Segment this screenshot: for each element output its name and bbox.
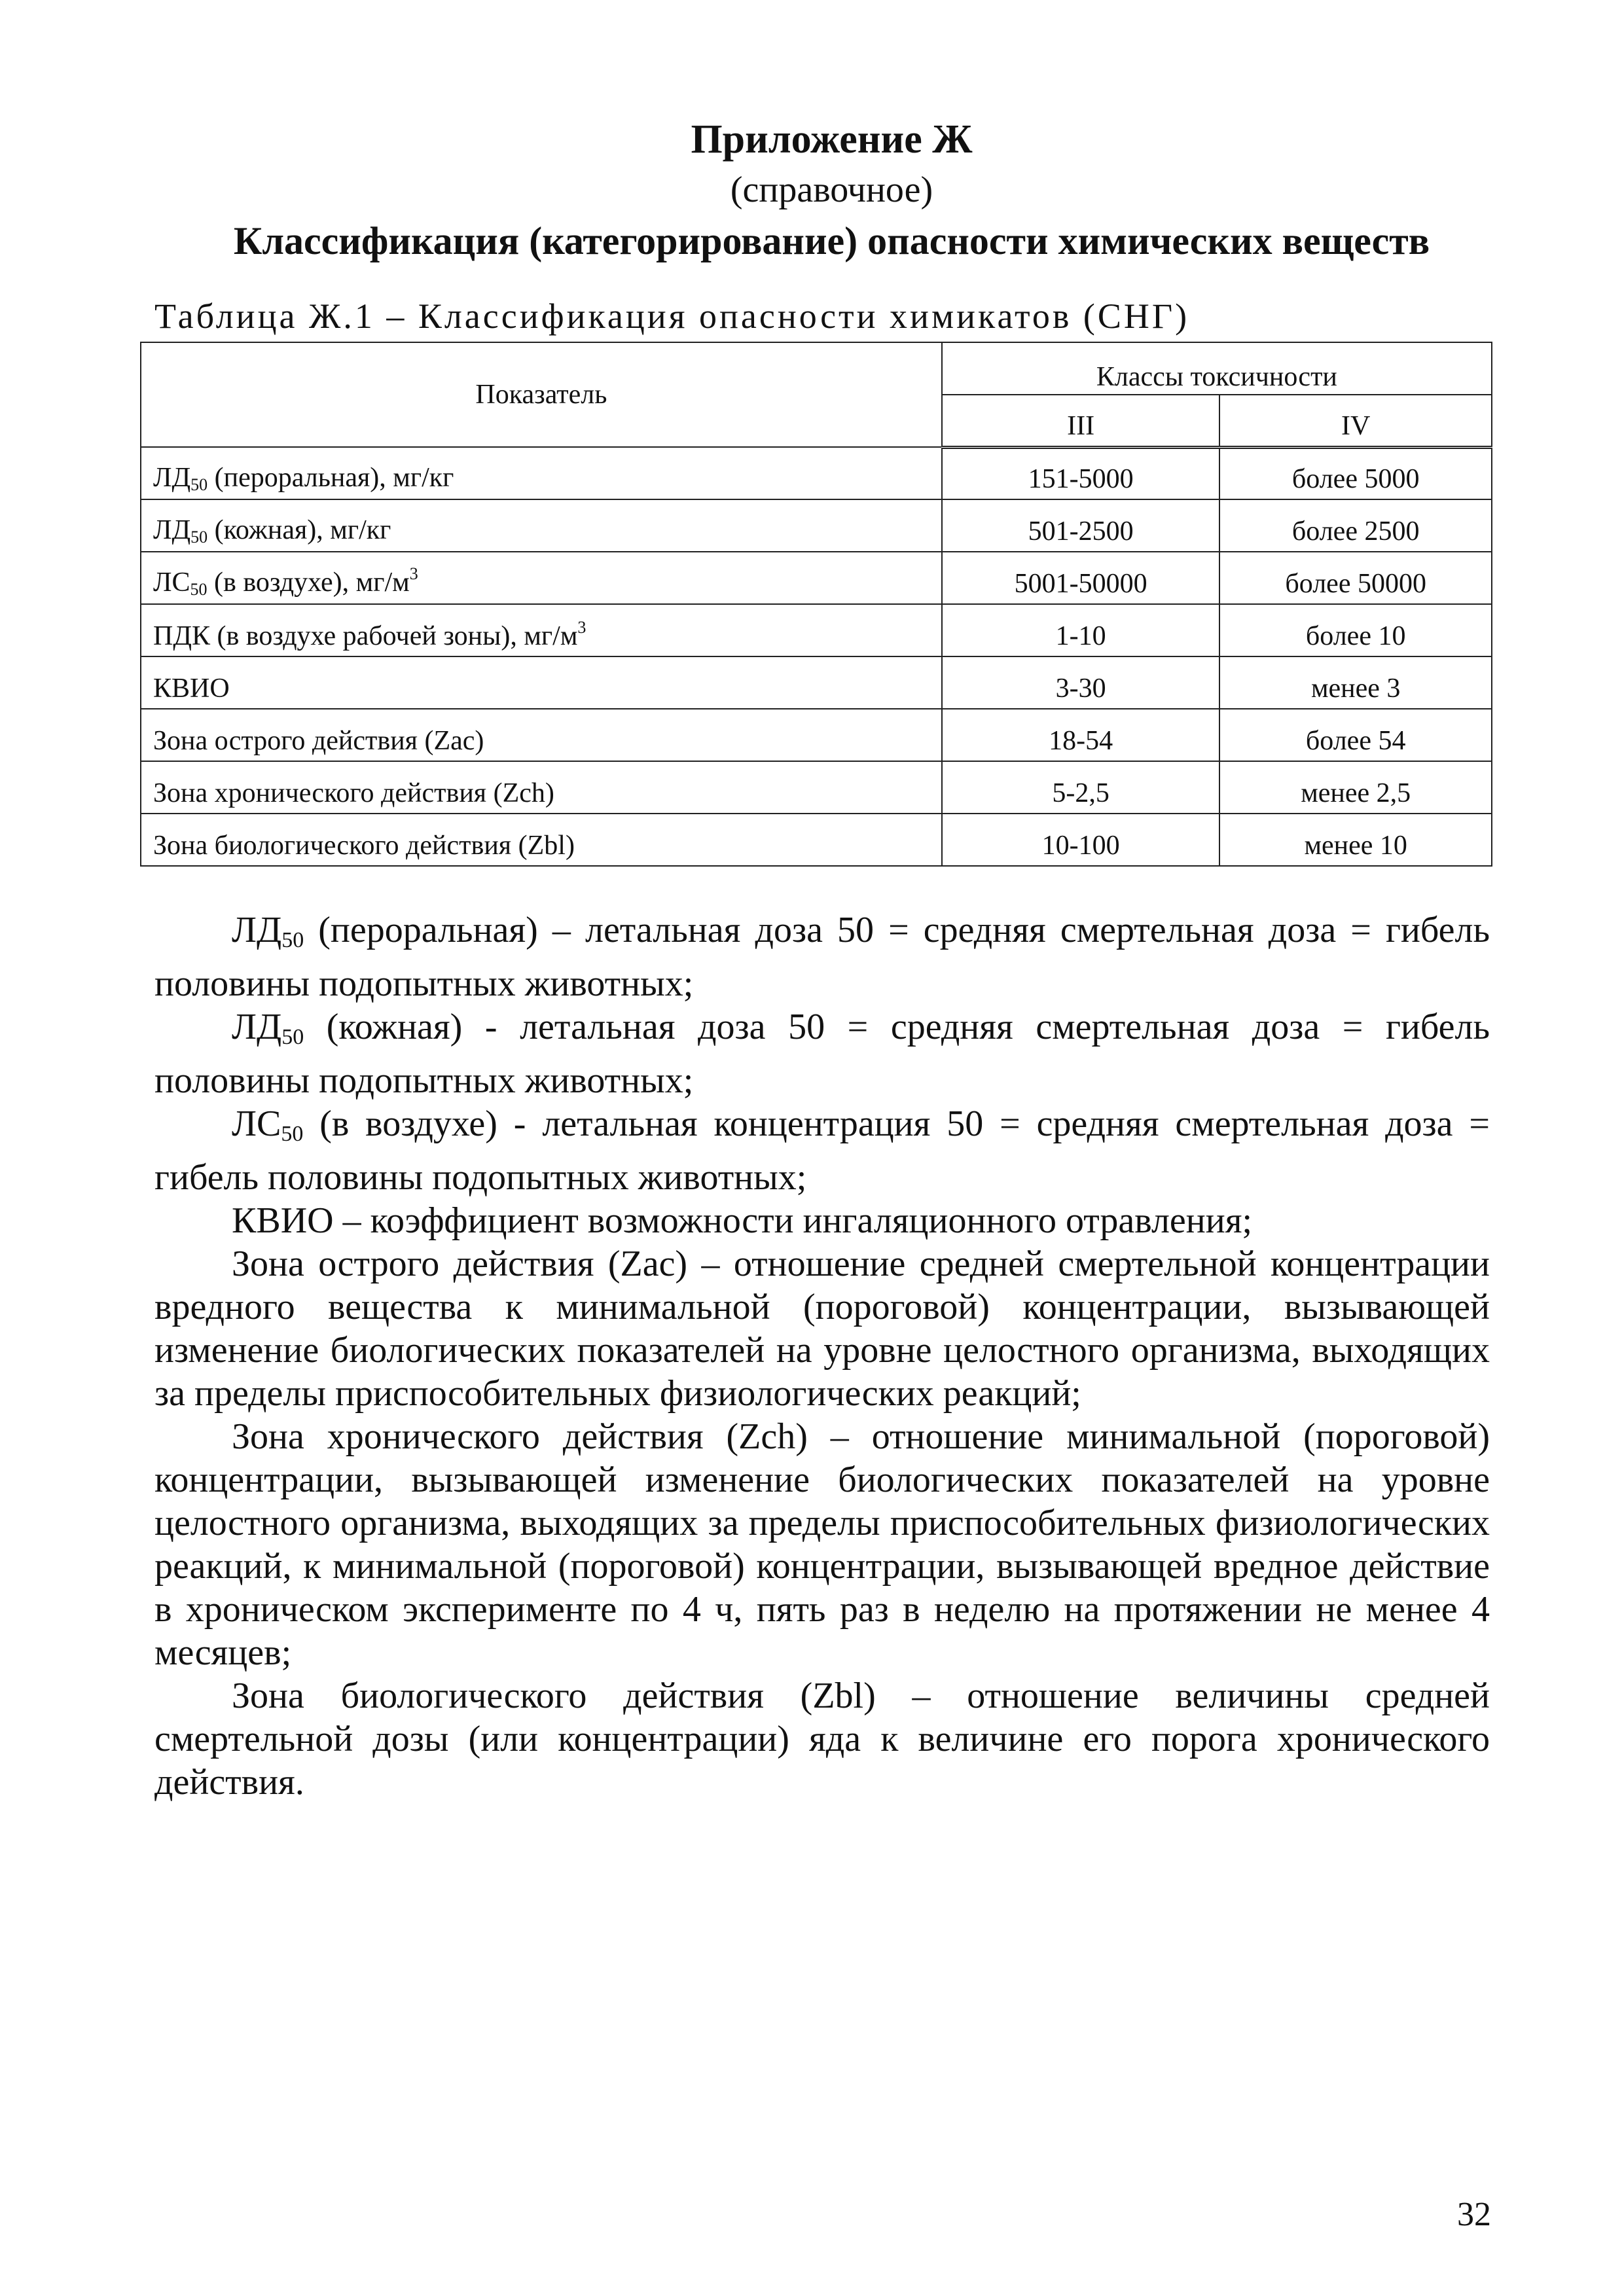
definition-text: (кожная) - летальная доза 50 = средняя смертельная доза = гибель половины подопытных животных; [154,1007,1490,1101]
indicator-text-tail: (в воздухе), мг/м [207,567,410,598]
indicator-cell [141,656,942,709]
indicator-cell [141,604,942,656]
appendix-heading: Классификация (категорирование) опасности химических веществ [233,219,1430,262]
indicator-cell [141,761,942,814]
definition-text: (в воздухе) - летальная концентрация 50 = средняя смертельная доза = гибель половины подопытных животных; [154,1103,1490,1198]
definition-paragraph [154,1199,1490,1242]
table-row [141,761,1492,814]
definition-term: Зона хронического действия (Zch) – отношение минимальной (пороговой) концентрации, вызывающей изменение биологических показателей на уровне целостного организма, выходящих за пределы приспособительных физиологических реакций, к минимальной (пороговой) концентрации, вызывающей вредное действие в хроническом эксперименте по 4 ч, пять раз в неделю на протяжении не менее 4 месяцев; [154,1416,1490,1673]
class-4-value: более 54 [1219,709,1492,761]
class-4-value: менее 3 [1219,656,1492,709]
indicator-superscript: 3 [409,564,418,583]
table-row [141,814,1492,866]
indicator-text-tail: (кожная), мг/кг [208,515,391,545]
definition-term: ЛС [232,1103,281,1144]
class-4-value: менее 10 [1219,814,1492,866]
header-class-3: III [942,395,1220,447]
table-row [141,552,1492,604]
definition-subscript: 50 [281,1122,304,1146]
appendix-title: Приложение Ж [691,117,973,162]
definition-term: ЛД [232,1007,282,1047]
definition-term: Зона острого действия (Zac) – отношение средней смертельной концентрации вредного вещества к минимальной (пороговой) концентрации, вызывающей изменение биологических показателей на уровне целостного организма, выходящих за пределы приспособительных физиологических реакций; [154,1244,1490,1414]
header-class-4: IV [1219,395,1492,447]
definition-term: Зона биологического действия (Zbl) – отношение величины средней смертельной дозы (или концентрации) яда к величине его порога хронического действия. [154,1676,1490,1803]
table-row [141,604,1492,656]
indicator-subscript: 50 [190,475,208,494]
indicator-text: Зона острого действия (Zac) [153,726,484,756]
class-3-value: 1-10 [942,604,1220,656]
definition-subscript: 50 [281,1025,304,1049]
class-4-value: более 50000 [1219,552,1492,604]
class-3-value: 5001-50000 [942,552,1220,604]
table-body [141,447,1492,866]
class-3-value: 10-100 [942,814,1220,866]
definitions-text [154,908,1490,1804]
indicator-cell [141,499,942,552]
class-3-value: 18-54 [942,709,1220,761]
table-row [141,499,1492,552]
indicator-cell [141,552,942,604]
indicator-superscript: 3 [577,618,586,637]
indicator-text: КВИО [153,673,230,704]
class-4-value: менее 2,5 [1219,761,1492,814]
class-4-value: более 2500 [1219,499,1492,552]
indicator-text-tail: (пероральная), мг/кг [208,463,454,493]
appendix-subtitle: (справочное) [730,170,933,210]
table-row [141,709,1492,761]
indicator-subscript: 50 [190,528,208,547]
class-3-value: 151-5000 [942,447,1220,499]
class-4-value: более 5000 [1219,447,1492,499]
page-number: 32 [1457,2196,1491,2233]
definition-paragraph [154,1102,1490,1199]
definition-subscript: 50 [281,928,304,952]
indicator-text: ЛД [153,515,191,545]
definition-paragraph [154,908,1490,1005]
definition-text: (пероральная) – летальная доза 50 = средняя смертельная доза = гибель половины подопытных животных; [154,910,1490,1004]
header-toxicity-classes: Классы токсичности [942,342,1492,395]
table-row [141,656,1492,709]
indicator-cell [141,709,942,761]
definition-paragraph [154,1674,1490,1804]
indicator-text: Зона хронического действия (Zch) [153,778,554,808]
class-3-value: 3-30 [942,656,1220,709]
definition-paragraph [154,1005,1490,1102]
indicator-cell [141,447,942,499]
indicator-cell [141,814,942,866]
definition-paragraph [154,1242,1490,1415]
definition-paragraph [154,1415,1490,1674]
class-3-value: 501-2500 [942,499,1220,552]
definition-term: ЛД [232,910,282,950]
header-indicator: Показатель [141,342,942,447]
indicator-text: ЛС [153,567,190,598]
table-caption: Таблица Ж.1 – Классификация опасности химикатов (СНГ) [154,296,1190,336]
class-3-value: 5-2,5 [942,761,1220,814]
indicator-text: ЛД [153,463,191,493]
indicator-text: Зона биологического действия (Zbl) [153,831,575,861]
table-row [141,447,1492,499]
indicator-text: ПДК (в воздухе рабочей зоны), мг/м [153,621,578,651]
class-4-value: более 10 [1219,604,1492,656]
indicator-subscript: 50 [190,580,208,599]
toxicity-classification-table [140,342,1492,867]
definition-term: КВИО – коэффициент возможности ингаляционного отравления; [232,1200,1253,1241]
